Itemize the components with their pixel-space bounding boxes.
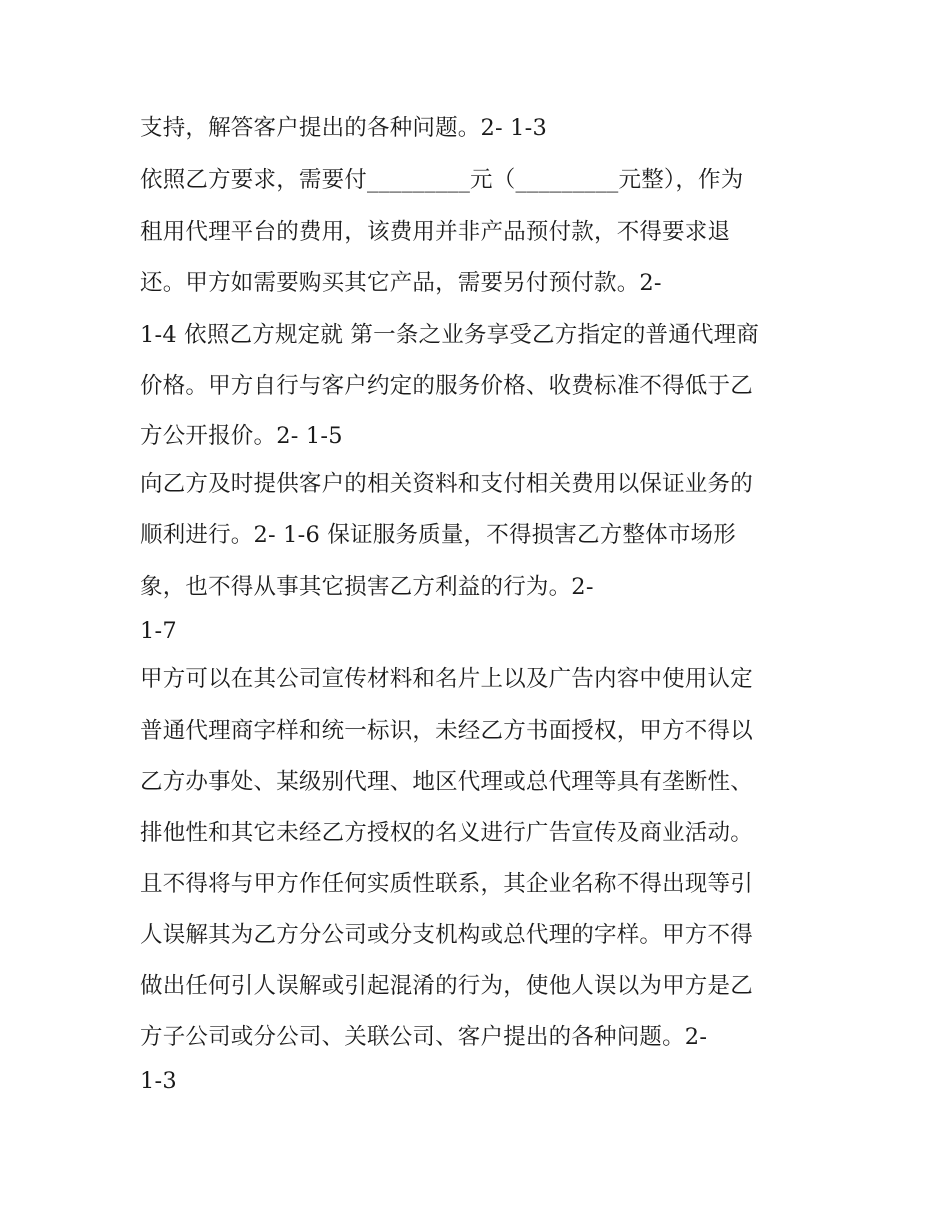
- text-line: 向乙方及时提供客户的相关资料和支付相关费用以保证业务的: [140, 471, 753, 497]
- text-line: 普通代理商字样和统一标识，未经乙方书面授权，甲方不得以: [140, 718, 753, 744]
- text-line: 人误解其为乙方分公司或分支机构或总代理的字样。甲方不得: [140, 922, 753, 948]
- text-line: 做出任何引人误解或引起混淆的行为，使他人误以为甲方是乙: [140, 973, 753, 999]
- text-line: 租用代理平台的费用，该费用并非产品预付款，不得要求退: [140, 219, 731, 245]
- text-line: 顺利进行。2- 1-6 保证服务质量，不得损害乙方整体市场形: [140, 522, 736, 548]
- text-line: 乙方办事处、某级别代理、地区代理或总代理等具有垄断性、: [140, 769, 753, 795]
- text-line: 1-4 依照乙方规定就 第一条之业务享受乙方指定的普通代理商: [140, 322, 760, 348]
- text-line: 价格。甲方自行与客户约定的服务价格、收费标准不得低于乙: [140, 373, 753, 399]
- text-line: 方子公司或分公司、关联公司、客户提出的各种问题。2-: [140, 1024, 708, 1050]
- text-line: 方公开报价。2- 1-5: [140, 423, 343, 449]
- text-line: 1-7: [140, 618, 177, 644]
- text-line: 支持，解答客户提出的各种问题。2- 1-3: [140, 115, 548, 141]
- text-line: 甲方可以在其公司宣传材料和名片上以及广告内容中使用认定: [140, 666, 753, 692]
- text-line: 且不得将与甲方作任何实质性联系，其企业名称不得出现等引: [140, 871, 753, 897]
- text-line: 还。甲方如需要购买其它产品，需要另付预付款。2-: [140, 270, 662, 296]
- text-line: 排他性和其它未经乙方授权的名义进行广告宣传及商业活动。: [140, 820, 753, 846]
- text-line: 1-3: [140, 1068, 177, 1094]
- text-line: 依照乙方要求，需要付_________元（_________元整），作为: [140, 167, 744, 193]
- text-line: 象，也不得从事其它损害乙方利益的行为。2-: [140, 574, 594, 600]
